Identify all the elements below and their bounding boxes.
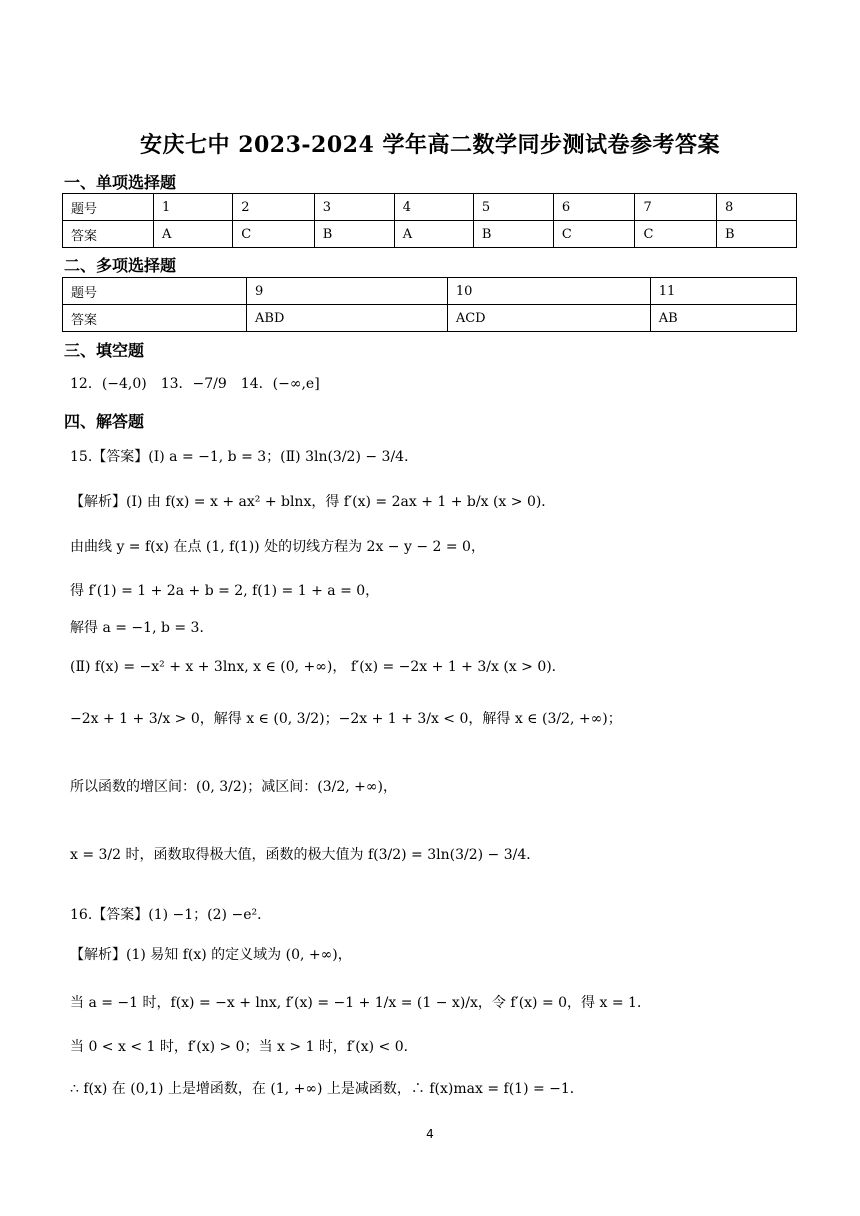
solution-line: (Ⅱ) f(x) = −x² + x + 3lnx, x ∈ (0, +∞)， f′(x) = −2x + 1 + 3/x (x > 0)． — [70, 659, 566, 675]
table-row — [63, 278, 797, 305]
solution-line: 16.【答案】(1) −1；(2) −e²． — [70, 907, 272, 923]
solution-line: 由曲线 y = f(x) 在点 (1, f(1)) 处的切线方程为 2x − y − 2 = 0， — [70, 539, 485, 555]
section-heading-multi-choice: 二、多项选择题 — [64, 256, 177, 275]
solution-line: 【解析】(Ⅰ) 由 f(x) = x + ax² + blnx，得 f′(x) = 2ax + 1 + b/x (x > 0)． — [70, 494, 556, 510]
table-cell: 11 — [650, 278, 796, 305]
solution-line: 解得 a = −1, b = 3． — [70, 620, 214, 636]
table-cell: 9 — [247, 278, 448, 305]
page-number: 4 — [426, 1127, 434, 1141]
table-cell: ABD — [247, 305, 448, 332]
table-cell: 6 — [553, 194, 635, 221]
table-cell: 8 — [717, 194, 797, 221]
table-cell: AB — [650, 305, 796, 332]
table-header-cell: 答案 — [63, 221, 154, 248]
page-title: 安庆七中 2023-2024 学年高二数学同步测试卷参考答案 — [140, 132, 720, 158]
table-cell: 2 — [233, 194, 315, 221]
table-header-cell: 题号 — [63, 278, 247, 305]
solution-line: 当 a = −1 时，f(x) = −x + lnx, f′(x) = −1 + 1/x = (1 − x)/x，令 f′(x) = 0，得 x = 1． — [70, 995, 651, 1011]
table-cell: A — [154, 221, 233, 248]
fill-in-answers: 12．(−4,0) 13．−7/9 14．(−∞,e] — [70, 376, 320, 392]
solution-line: ∴ f(x) 在 (0,1) 上是增函数，在 (1, +∞) 上是减函数，∴ f(x)max = f(1) = −1． — [70, 1081, 584, 1097]
table-row — [63, 221, 797, 248]
multi-choice-table — [62, 277, 797, 332]
table-cell: C — [553, 221, 635, 248]
table-header-cell: 答案 — [63, 305, 247, 332]
section-heading-solutions: 四、解答题 — [64, 412, 145, 431]
table-header-cell: 题号 — [63, 194, 154, 221]
table-cell: C — [635, 221, 717, 248]
table-cell: 4 — [394, 194, 473, 221]
solution-line: 15.【答案】(Ⅰ) a = −1, b = 3；(Ⅱ) 3ln(3/2) − 3/4． — [70, 449, 419, 465]
table-cell: B — [473, 221, 553, 248]
table-cell: 1 — [154, 194, 233, 221]
section-heading-fill-in: 三、填空题 — [64, 341, 145, 360]
table-row — [63, 194, 797, 221]
table-cell: 3 — [314, 194, 394, 221]
solution-line: x = 3/2 时，函数取得极大值，函数的极大值为 f(3/2) = 3ln(3/2) − 3/4． — [70, 847, 541, 863]
table-cell: A — [394, 221, 473, 248]
table-cell: B — [314, 221, 394, 248]
solution-line: 得 f′(1) = 1 + 2a + b = 2, f(1) = 1 + a = 0， — [70, 583, 380, 599]
table-cell: 10 — [447, 278, 650, 305]
solution-line: 当 0 < x < 1 时，f′(x) > 0；当 x > 1 时，f′(x) < 0． — [70, 1039, 418, 1055]
table-cell: ACD — [447, 305, 650, 332]
single-choice-table — [62, 193, 797, 248]
table-cell: 7 — [635, 194, 717, 221]
table-row — [63, 305, 797, 332]
solution-line: −2x + 1 + 3/x > 0，解得 x ∈ (0, 3/2)；−2x + 1 + 3/x < 0，解得 x ∈ (3/2, +∞)； — [70, 711, 622, 727]
section-heading-single-choice: 一、单项选择题 — [64, 173, 177, 192]
solution-line: 所以函数的增区间：(0, 3/2)；减区间：(3/2, +∞)， — [70, 779, 398, 795]
table-cell: 5 — [473, 194, 553, 221]
solution-line: 【解析】(1) 易知 f(x) 的定义域为 (0, +∞)， — [70, 947, 352, 963]
table-cell: B — [717, 221, 797, 248]
table-cell: C — [233, 221, 315, 248]
